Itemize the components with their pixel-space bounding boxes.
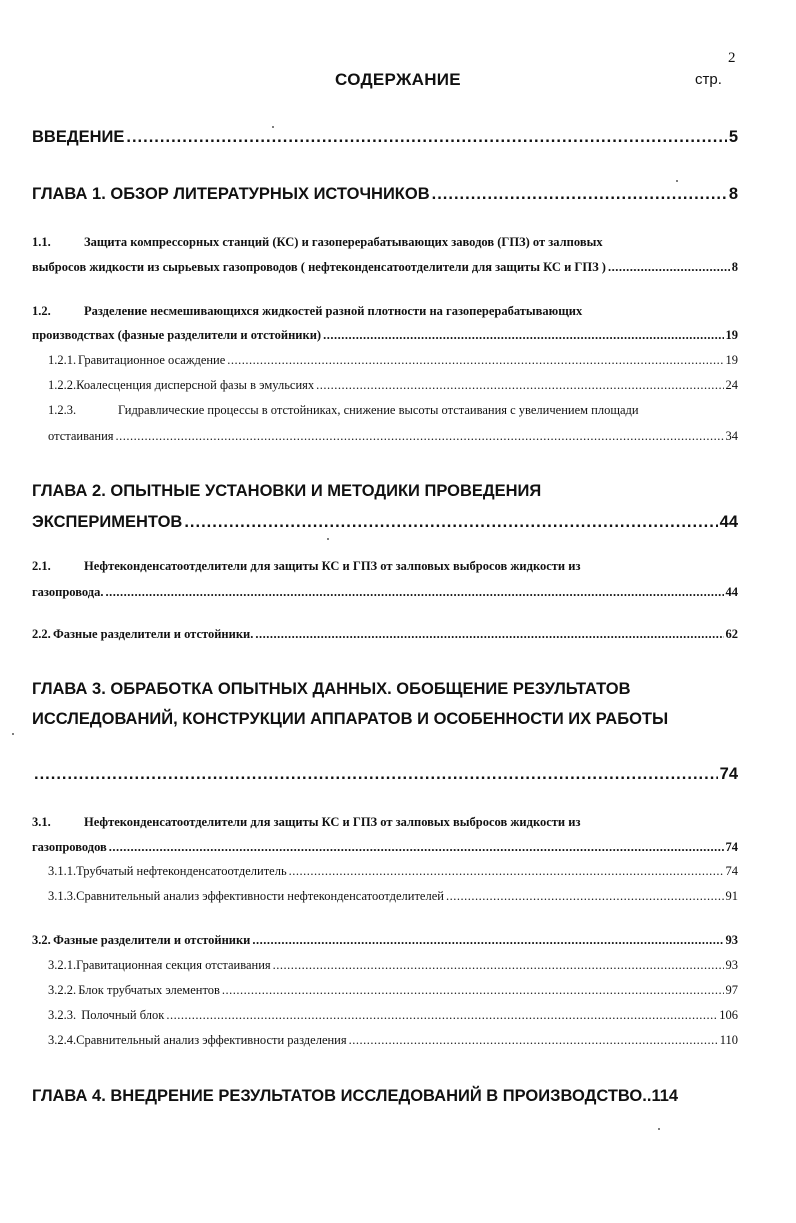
toc-entry-1-2-2[interactable] [48, 378, 738, 393]
dot-leader [184, 513, 717, 532]
section-number: 3.2.1. [48, 958, 77, 972]
toc-entry-label: Гидравлические процессы в отстойниках, снижение высоты отстаивания с увеличением площади [118, 403, 639, 417]
toc-entry-chapter-4[interactable] [32, 1087, 678, 1106]
toc-entry-3-1-3[interactable] [48, 889, 738, 904]
toc-entry-chapter-3-leader[interactable] [32, 765, 738, 784]
toc-entry-chapter-1[interactable] [32, 185, 738, 204]
toc-entry-label: Разделение несмешивающихся жидкостей разной плотности на газоперерабатывающих [84, 304, 583, 318]
toc-entry-label: Фазные разделители и отстойники. [52, 627, 254, 641]
dot-leader [105, 585, 723, 600]
dot-leader [255, 627, 723, 642]
toc-page-number: 97 [725, 983, 738, 997]
page-title: СОДЕРЖАНИЕ [335, 70, 461, 89]
section-number: 1.2.3. [48, 403, 77, 417]
toc-page-number: 5 [728, 128, 738, 146]
section-number: 2.2. [32, 627, 51, 641]
dot-leader [316, 378, 723, 393]
section-number: 3.2. [32, 933, 51, 947]
toc-entry-label: ВВЕДЕНИЕ [32, 128, 125, 146]
toc-entry-label: Полочный блок [81, 1008, 165, 1022]
page-number: 2 [728, 50, 736, 66]
toc-entry-chapter-2-line2[interactable] [32, 513, 738, 532]
dot-leader [116, 429, 724, 444]
dot-leader [608, 260, 730, 275]
toc-entry-label: Коалесценция дисперсной фазы в эмульсиях [76, 378, 315, 392]
toc-entry-label: выбросов жидкости из сырьевых газопроводов ( нефтеконденсатоотделители для защиты КС и ГПЗ ) [32, 260, 606, 274]
toc-entry-2-1-line1[interactable] [32, 559, 580, 574]
toc-page-number: 24 [725, 378, 738, 392]
section-number: 3.1. [32, 815, 51, 829]
dot-leader [432, 185, 727, 204]
toc-entry-label: ИССЛЕДОВАНИЙ, КОНСТРУКЦИИ АППАРАТОВ И ОСОБЕННОСТИ ИХ РАБОТЫ [32, 710, 669, 728]
toc-entry-label: ЭКСПЕРИМЕНТОВ [32, 513, 183, 531]
toc-entry-1-2-3-line2[interactable] [48, 429, 738, 444]
toc-entry-3-2-3[interactable] [48, 1008, 738, 1023]
dot-leader [252, 933, 723, 948]
section-number: 3.2.3. [48, 1008, 77, 1022]
section-number: 3.1.1. [48, 864, 77, 878]
dot-leader: .. [642, 1087, 652, 1105]
toc-entry-1-1-line1[interactable] [32, 235, 603, 250]
toc-entry-label: Трубчатый нефтеконденсатоотделитель [76, 864, 287, 878]
toc-entry-3-2-2[interactable] [48, 983, 738, 998]
dot-leader [273, 958, 724, 973]
toc-entry-chapter-3-line1[interactable] [32, 680, 631, 699]
toc-entry-label: производствах (фазные разделители и отстойники) [32, 328, 322, 342]
section-number: 1.2.1. [48, 353, 77, 367]
toc-entry-2-1-line2[interactable] [32, 585, 738, 600]
toc-page-number: 91 [725, 889, 738, 903]
toc-entry-1-2-1[interactable] [48, 353, 738, 368]
toc-page-number: 44 [725, 585, 738, 599]
toc-page-number: 110 [719, 1033, 738, 1047]
toc-entry-1-1-line2[interactable] [32, 260, 738, 275]
toc-entry-label: отстаивания [48, 429, 114, 443]
toc-entry-label: Сравнительный анализ эффективности разделения [76, 1033, 347, 1047]
toc-entry-3-1-1[interactable] [48, 864, 738, 879]
toc-entry-1-2-3-line1[interactable] [48, 403, 639, 418]
dot-leader [109, 840, 724, 855]
toc-page-number: 93 [725, 958, 738, 972]
dot-leader [227, 353, 723, 368]
toc-page-number: 19 [725, 353, 738, 367]
toc-entry-label: Гравитационное осаждение [77, 353, 226, 367]
toc-entry-label: газопровода. [32, 585, 104, 599]
dot-leader [222, 983, 724, 998]
toc-entry-1-2-line1[interactable] [32, 304, 582, 319]
scan-speck [658, 1128, 660, 1130]
section-number: 3.2.2. [48, 983, 77, 997]
toc-entry-3-1-line1[interactable] [32, 815, 580, 830]
section-number: 3.1.3. [48, 889, 77, 903]
toc-entry-label: Сравнительный анализ эффективности нефтеконденсатоотделителей [76, 889, 444, 903]
toc-page-number: 19 [725, 328, 738, 342]
toc-entry-3-2-1[interactable] [48, 958, 738, 973]
toc-page-number: 34 [725, 429, 738, 443]
toc-entry-chapter-3-line2[interactable] [32, 710, 668, 729]
toc-entry-label: газопроводов [32, 840, 107, 854]
toc-entry-label: Нефтеконденсатоотделители для защиты КС и ГПЗ от залповых выбросов жидкости из [84, 559, 581, 573]
toc-entry-intro[interactable] [32, 128, 738, 147]
toc-entry-chapter-2-line1[interactable] [32, 482, 541, 501]
toc-entry-label: Фазные разделители и отстойники [53, 933, 251, 947]
toc-entry-label: ГЛАВА 1. ОБЗОР ЛИТЕРАТУРНЫХ ИСТОЧНИКОВ [32, 185, 430, 203]
dot-leader [323, 328, 723, 343]
toc-page-number: 114 [651, 1087, 679, 1105]
toc-page-number: 106 [719, 1008, 738, 1022]
scan-speck [327, 538, 329, 540]
toc-entry-3-2-4[interactable] [48, 1033, 738, 1048]
dot-leader [446, 889, 724, 904]
toc-page-number: 44 [719, 513, 738, 531]
toc-page-number: 93 [725, 933, 738, 947]
toc-entry-label: Блок трубчатых элементов [78, 983, 220, 997]
toc-page-number: 74 [725, 840, 738, 854]
toc-entry-label: Защита компрессорных станций (КС) и газоперерабатывающих заводов (ГПЗ) от залповых [84, 235, 603, 249]
page-column-label: стр. [695, 71, 722, 88]
toc-entry-label: Нефтеконденсатоотделители для защиты КС и ГПЗ от залповых выбросов жидкости из [84, 815, 581, 829]
dot-leader [126, 128, 726, 147]
section-number: 3.2.4. [48, 1033, 77, 1047]
toc-entry-3-2[interactable] [32, 933, 738, 948]
section-number: 1.1. [32, 235, 51, 249]
toc-entry-1-2-line2[interactable] [32, 328, 738, 343]
toc-entry-label: ГЛАВА 4. ВНЕДРЕНИЕ РЕЗУЛЬТАТОВ ИССЛЕДОВАНИЙ В ПРОИЗВОДСТВО [32, 1087, 643, 1105]
scan-speck [272, 126, 274, 128]
toc-page-number: 74 [719, 765, 738, 783]
toc-entry-label: ГЛАВА 3. ОБРАБОТКА ОПЫТНЫХ ДАННЫХ. ОБОБЩЕНИЕ РЕЗУЛЬТАТОВ [32, 680, 631, 698]
section-number: 1.2.2. [48, 378, 77, 392]
dot-leader [349, 1033, 718, 1048]
section-number: 2.1. [32, 559, 51, 573]
scan-speck [676, 180, 678, 182]
toc-entry-2-2[interactable] [32, 627, 738, 642]
dot-leader [34, 765, 718, 784]
toc-page-number: 62 [725, 627, 738, 641]
toc-page-number: 8 [731, 260, 738, 274]
toc-page-number: 8 [728, 185, 738, 203]
toc-page-number: 74 [725, 864, 738, 878]
dot-leader [289, 864, 724, 879]
toc-entry-3-1-line2[interactable] [32, 840, 738, 855]
scan-speck [12, 733, 14, 735]
toc-entry-label: ГЛАВА 2. ОПЫТНЫЕ УСТАНОВКИ И МЕТОДИКИ ПРОВЕДЕНИЯ [32, 482, 542, 500]
dot-leader [166, 1008, 717, 1023]
toc-entry-label: Гравитационная секция отстаивания [76, 958, 271, 972]
section-number: 1.2. [32, 304, 51, 318]
